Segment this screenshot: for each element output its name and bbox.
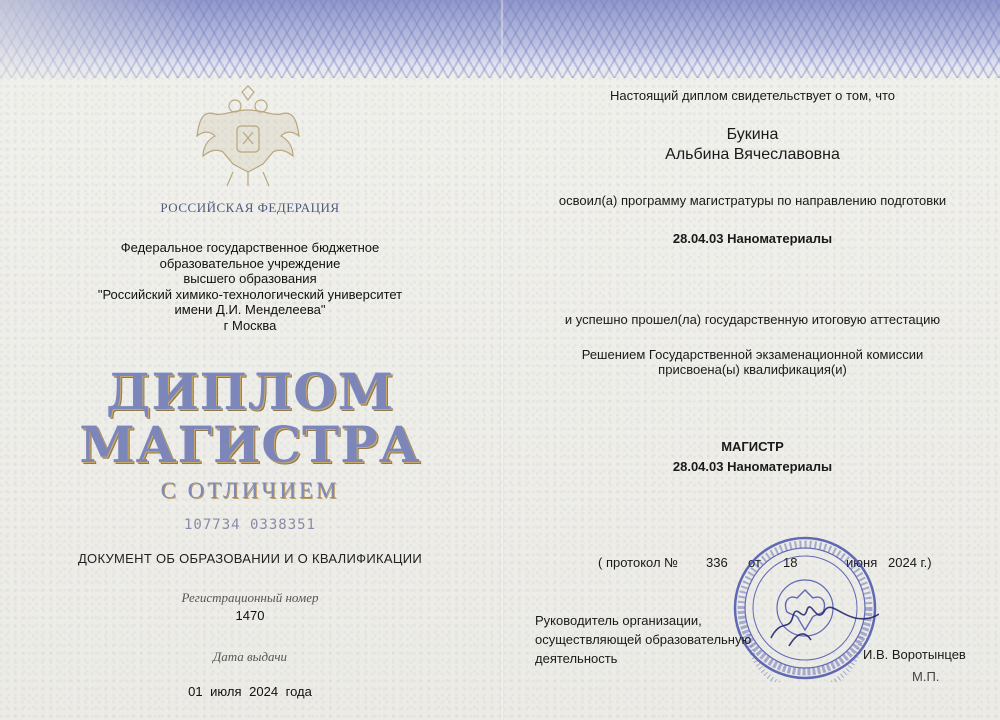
protocol-from: от xyxy=(748,555,761,570)
qualification: МАГИСТР xyxy=(721,439,784,454)
document-type: ДОКУМЕНТ ОБ ОБРАЗОВАНИИ И О КВАЛИФИКАЦИИ xyxy=(77,551,423,566)
institution-line: высшего образования xyxy=(183,271,317,286)
center-fold xyxy=(500,0,504,720)
signer-title-line: деятельность xyxy=(535,651,618,666)
attestation-text: и успешно прошел(ла) государственную итоговую аттестацию xyxy=(564,312,941,327)
program-completed-text: освоил(а) программу магистратуры по направлению подготовки xyxy=(558,193,947,208)
qualification-program: 28.04.03 Наноматериалы xyxy=(672,459,833,474)
signer-title-line: Руководитель организации, xyxy=(535,613,702,628)
decision-line-1: Решением Государственной экзаменационной комиссии xyxy=(581,347,924,362)
program-code: 28.04.03 Наноматериалы xyxy=(672,231,833,246)
institution-line: г Москва xyxy=(223,317,277,333)
coat-of-arms-icon xyxy=(193,80,303,192)
protocol-open: ( протокол № xyxy=(598,555,679,570)
decision-line-2: присвоена(ы) квалификация(и) xyxy=(658,362,847,377)
institution-line: образовательное учреждение xyxy=(159,255,341,271)
honors-label: С ОТЛИЧИЕМ xyxy=(160,478,340,503)
country-name: РОССИЙСКАЯ ФЕДЕРАЦИЯ xyxy=(160,200,340,215)
signer-title xyxy=(535,611,751,668)
certification-intro: Настоящий диплом свидетельствует о том, что xyxy=(609,88,896,103)
institution-line: имени Д.И. Менделеева" xyxy=(174,302,326,317)
graduate-surname: Букина xyxy=(726,126,779,143)
official-seal-icon xyxy=(731,534,879,682)
signer-title-line: осуществляющей образовательную xyxy=(535,632,752,647)
diploma-title: ДИПЛОМ xyxy=(105,362,395,421)
protocol-month: июня xyxy=(846,555,878,570)
issue-date: 01 июля 2024 года xyxy=(188,684,312,699)
signer-name: И.В. Воротынцев xyxy=(863,647,966,662)
protocol-day: 18 xyxy=(783,555,798,570)
issue-date-label: Дата выдачи xyxy=(212,649,288,664)
right-page xyxy=(505,0,1000,720)
registration-label: Регистрационный номер xyxy=(181,590,319,605)
institution-line: "Российский химико-технологический университет xyxy=(97,286,403,302)
protocol-number: 336 xyxy=(706,555,728,570)
degree-title: МАГИСТРА xyxy=(79,415,421,474)
registration-number: 1470 xyxy=(235,608,265,623)
seal-place-label: М.П. xyxy=(912,669,940,684)
institution-name xyxy=(0,240,500,333)
serial-number: 107734 0338351 xyxy=(183,517,316,533)
graduate-given-names: Альбина Вячеславовна xyxy=(665,146,840,163)
protocol-year: 2024 г.) xyxy=(888,555,932,570)
institution-line: Федеральное государственное бюджетное xyxy=(120,240,380,255)
